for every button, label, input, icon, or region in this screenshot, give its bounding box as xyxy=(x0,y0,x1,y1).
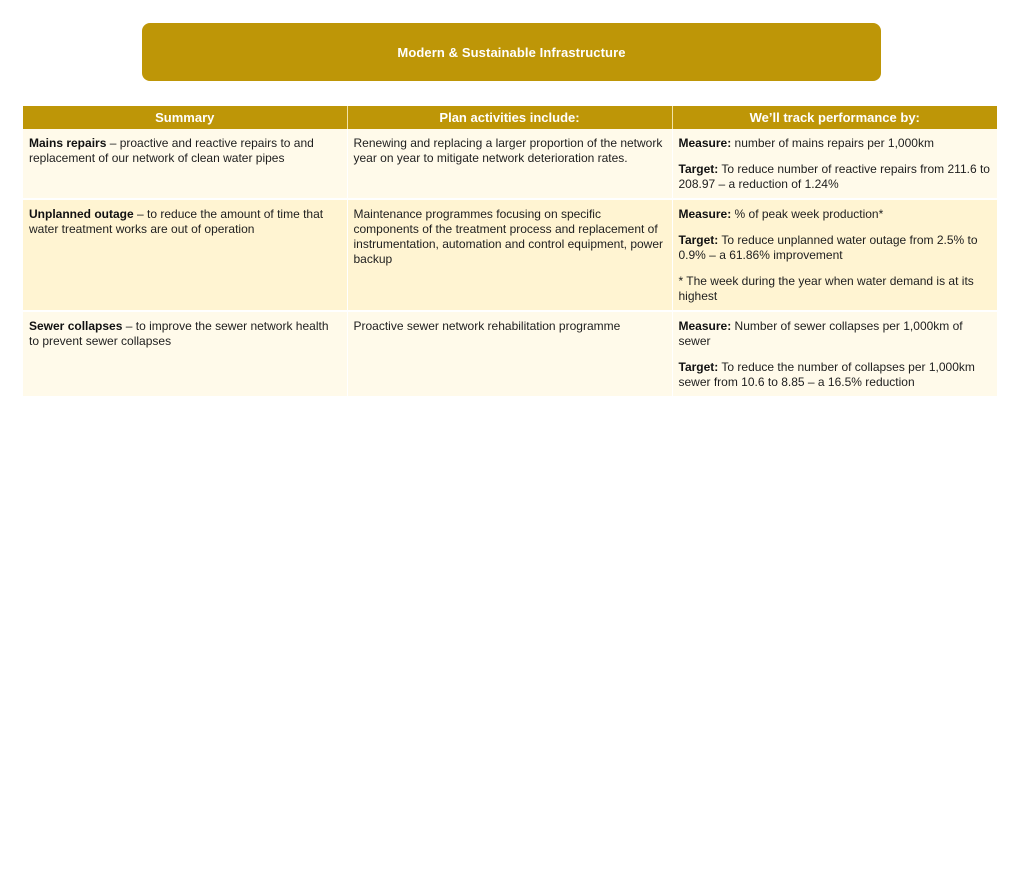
table-row xyxy=(23,129,997,199)
measure-label: Measure: xyxy=(678,319,732,333)
performance-cell xyxy=(672,199,997,311)
target-text: To reduce unplanned water outage from 2.5% to 0.9% – a 61.86% improvement xyxy=(678,233,978,262)
measure-label: Measure: xyxy=(678,136,732,150)
summary-text: – proactive and reactive repairs to and replacement of our network of clean water pipes xyxy=(29,136,314,165)
summary-cell xyxy=(23,311,347,396)
target-text: To reduce number of reactive repairs from 211.6 to 208.97 – a reduction of 1.24% xyxy=(678,162,990,191)
summary-title: Mains repairs xyxy=(29,136,107,150)
summary-cell xyxy=(23,199,347,311)
summary-cell xyxy=(23,129,347,199)
summary-text: – to improve the sewer network health to prevent sewer collapses xyxy=(29,319,329,348)
target-text: To reduce the number of collapses per 1,000km sewer from 10.6 to 8.85 – a 16.5% reduction xyxy=(678,360,975,389)
target-label: Target: xyxy=(678,162,719,176)
column-header-summary: Summary xyxy=(23,106,347,129)
performance-cell xyxy=(672,311,997,396)
footnote-text: * The week during the year when water demand is at its highest xyxy=(678,274,974,303)
performance-cell xyxy=(672,129,997,199)
table-row xyxy=(23,199,997,311)
page-banner xyxy=(142,23,881,81)
summary-title: Sewer collapses xyxy=(29,319,123,333)
activities-text: Renewing and replacing a larger proportion of the network year on year to mitigate network deterioration rates. xyxy=(353,136,663,165)
target-label: Target: xyxy=(678,360,719,374)
summary-title: Unplanned outage xyxy=(29,207,134,221)
column-header-activities: Plan activities include: xyxy=(347,106,672,129)
activities-cell xyxy=(347,199,672,311)
activities-cell xyxy=(347,129,672,199)
banner-title: Modern & Sustainable Infrastructure xyxy=(397,44,626,60)
measure-text: Number of sewer collapses per 1,000km of sewer xyxy=(678,319,963,348)
column-header-performance: We’ll track performance by: xyxy=(672,106,997,129)
performance-table xyxy=(23,106,997,396)
measure-label: Measure: xyxy=(678,207,732,221)
activities-text: Maintenance programmes focusing on specific components of the treatment process and replacement of instrumentation, automation and control equipment, power backup xyxy=(353,207,664,266)
activities-text: Proactive sewer network rehabilitation programme xyxy=(353,319,621,333)
measure-text: % of peak week production* xyxy=(731,207,884,221)
table-row xyxy=(23,311,997,396)
summary-text: – to reduce the amount of time that water treatment works are out of operation xyxy=(29,207,324,236)
table-header-row xyxy=(23,106,997,129)
target-label: Target: xyxy=(678,233,719,247)
activities-cell xyxy=(347,311,672,396)
measure-text: number of mains repairs per 1,000km xyxy=(731,136,934,150)
